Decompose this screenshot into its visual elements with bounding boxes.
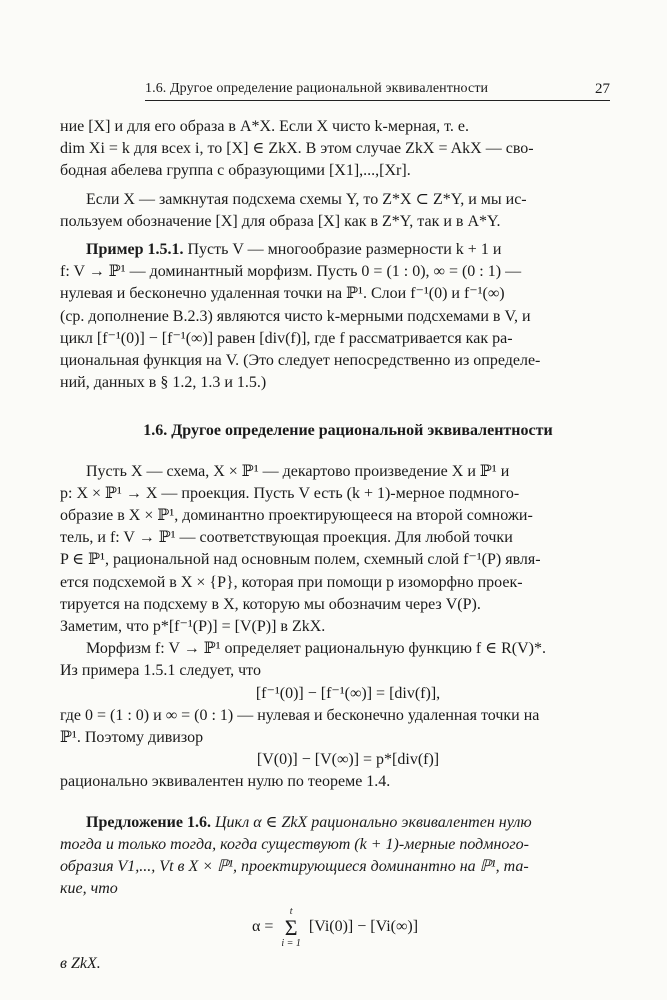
paragraph-line: циональная функция на V. (Это следует непосредственно из определе- [60,352,541,370]
example-paragraph [60,239,610,261]
paragraph-line: рационально эквивалентен нулю по теореме 1.4. [60,773,391,791]
paragraph-line: f: V → ℙ¹ — доминантный морфизм. Пусть 0 = (1 : 0), ∞ = (0 : 1) — [60,263,522,281]
spacer [60,394,610,420]
paragraph-line: ний, данных в § 1.2, 1.3 и 1.5.) [60,374,267,392]
paragraph-line: ние [X] и для его образа в A*X. Если X чисто k-мерная, т. е. [60,118,470,135]
header-rule [145,100,610,101]
sum-formula [60,907,610,949]
paragraph-line: ется подсхемой в X × {P}, которая при помощи p изоморфно проек- [60,573,523,591]
paragraph-line: бодная абелева группа с образующими [X1],...,[Xr]. [60,162,411,180]
formula-divisor: [V(0)] − [V(∞)] = p*[div(f)] [256,751,440,769]
paragraph-line: где 0 = (1 : 0) и ∞ = (0 : 1) — нулевая и бесконечно удаленная точки на [60,706,540,724]
paragraph-line: тель, и f: V → ℙ¹ — соответствующая проекция. Для любой точки [60,529,513,547]
paragraph-line: Из примера 1.5.1 следует, что [60,662,261,680]
paragraph-line: ℙ¹. Поэтому дивизор [60,729,204,747]
section-title: 1.6. Другое определение рациональной эквивалентности [143,422,553,440]
paragraph-line: тируется на подсхему в X, которую мы обозначим через V(P). [60,595,481,613]
paragraph-line: (ср. дополнение В.2.3) являются чисто k-мерными подсхемами в V, и [60,307,531,325]
sum-upper-limit: t [289,905,293,917]
spacer [60,794,610,812]
paragraph-line: P ∈ ℙ¹, рациональной над основным полем, схемный слой f⁻¹(P) явля- [60,551,541,569]
example-label: Пример 1.5.1. [86,241,184,259]
sum-rhs: [Vi(0)] − [Vi(∞)] [308,918,419,936]
paragraph-line: пользуем обозначение [X] для образа [X] как в Z*Y, так и в A*Y. [60,212,501,230]
proposition-label: Предложение 1.6. [86,813,211,831]
paragraph-line: образие в X × ℙ¹, доминантно проектирующееся на второй сомножи- [60,507,533,525]
page-body [60,116,610,975]
formula-div: [f⁻¹(0)] − [f⁻¹(∞)] = [div(f)], [255,684,441,702]
paragraph-line: Морфизм f: V → ℙ¹ определяет рациональную функцию f ∈ R(V)*. [86,640,546,658]
proposition-paragraph [60,812,610,834]
paragraph-line: Пусть X — схема, X × ℙ¹ — декартово произведение X и ℙ¹ и [86,462,510,480]
paragraph-line: Если X — замкнутая подсхема схемы Y, то Z*X ⊂ Z*Y, и мы ис- [86,190,527,208]
paragraph-line: кие, что [60,880,118,898]
paragraph-line: нулевая и бесконечно удаленная точки на ℙ¹. Слои f⁻¹(0) и f⁻¹(∞) [60,285,505,303]
example-text: Пусть V — многообразие размерности k + 1 и [183,241,502,259]
paragraph-line: Заметим, что p*[f⁻¹(P)] = [V(P)] в ZkX. [60,618,326,636]
paragraph-line: dim Xi = k для всех i, то [X] ∈ ZkX. В этом случае ZkX = AkX — сво- [60,140,534,158]
paragraph-line: p: X × ℙ¹ → X — проекция. Пусть V есть (k + 1)-мерное подмного- [60,484,520,502]
sigma-symbol: Σ [284,914,298,940]
running-title: 1.6. Другое определение рациональной эквивалентности [145,81,489,96]
sum-lower-limit: i = 1 [281,937,301,949]
spacer [60,443,610,461]
paragraph-line: в ZkX. [60,954,101,972]
page-number: 27 [595,81,610,97]
sum-lhs: α = [251,918,274,936]
proposition-text: Цикл α ∈ ZkX рационально эквивалентен нулю [210,813,532,831]
paragraph-line: цикл [f⁻¹(0)] − [f⁻¹(∞)] равен [div(f)], где f рассматривается как ра- [60,329,513,347]
sum-operator [281,907,301,949]
paragraph-line: тогда и только тогда, когда существуют (k + 1)-мерные подмного- [60,835,529,853]
paragraph-line: образия V1,..., Vt в X × ℙ¹, проектирующиеся доминантно на ℙ¹, та- [60,858,529,876]
